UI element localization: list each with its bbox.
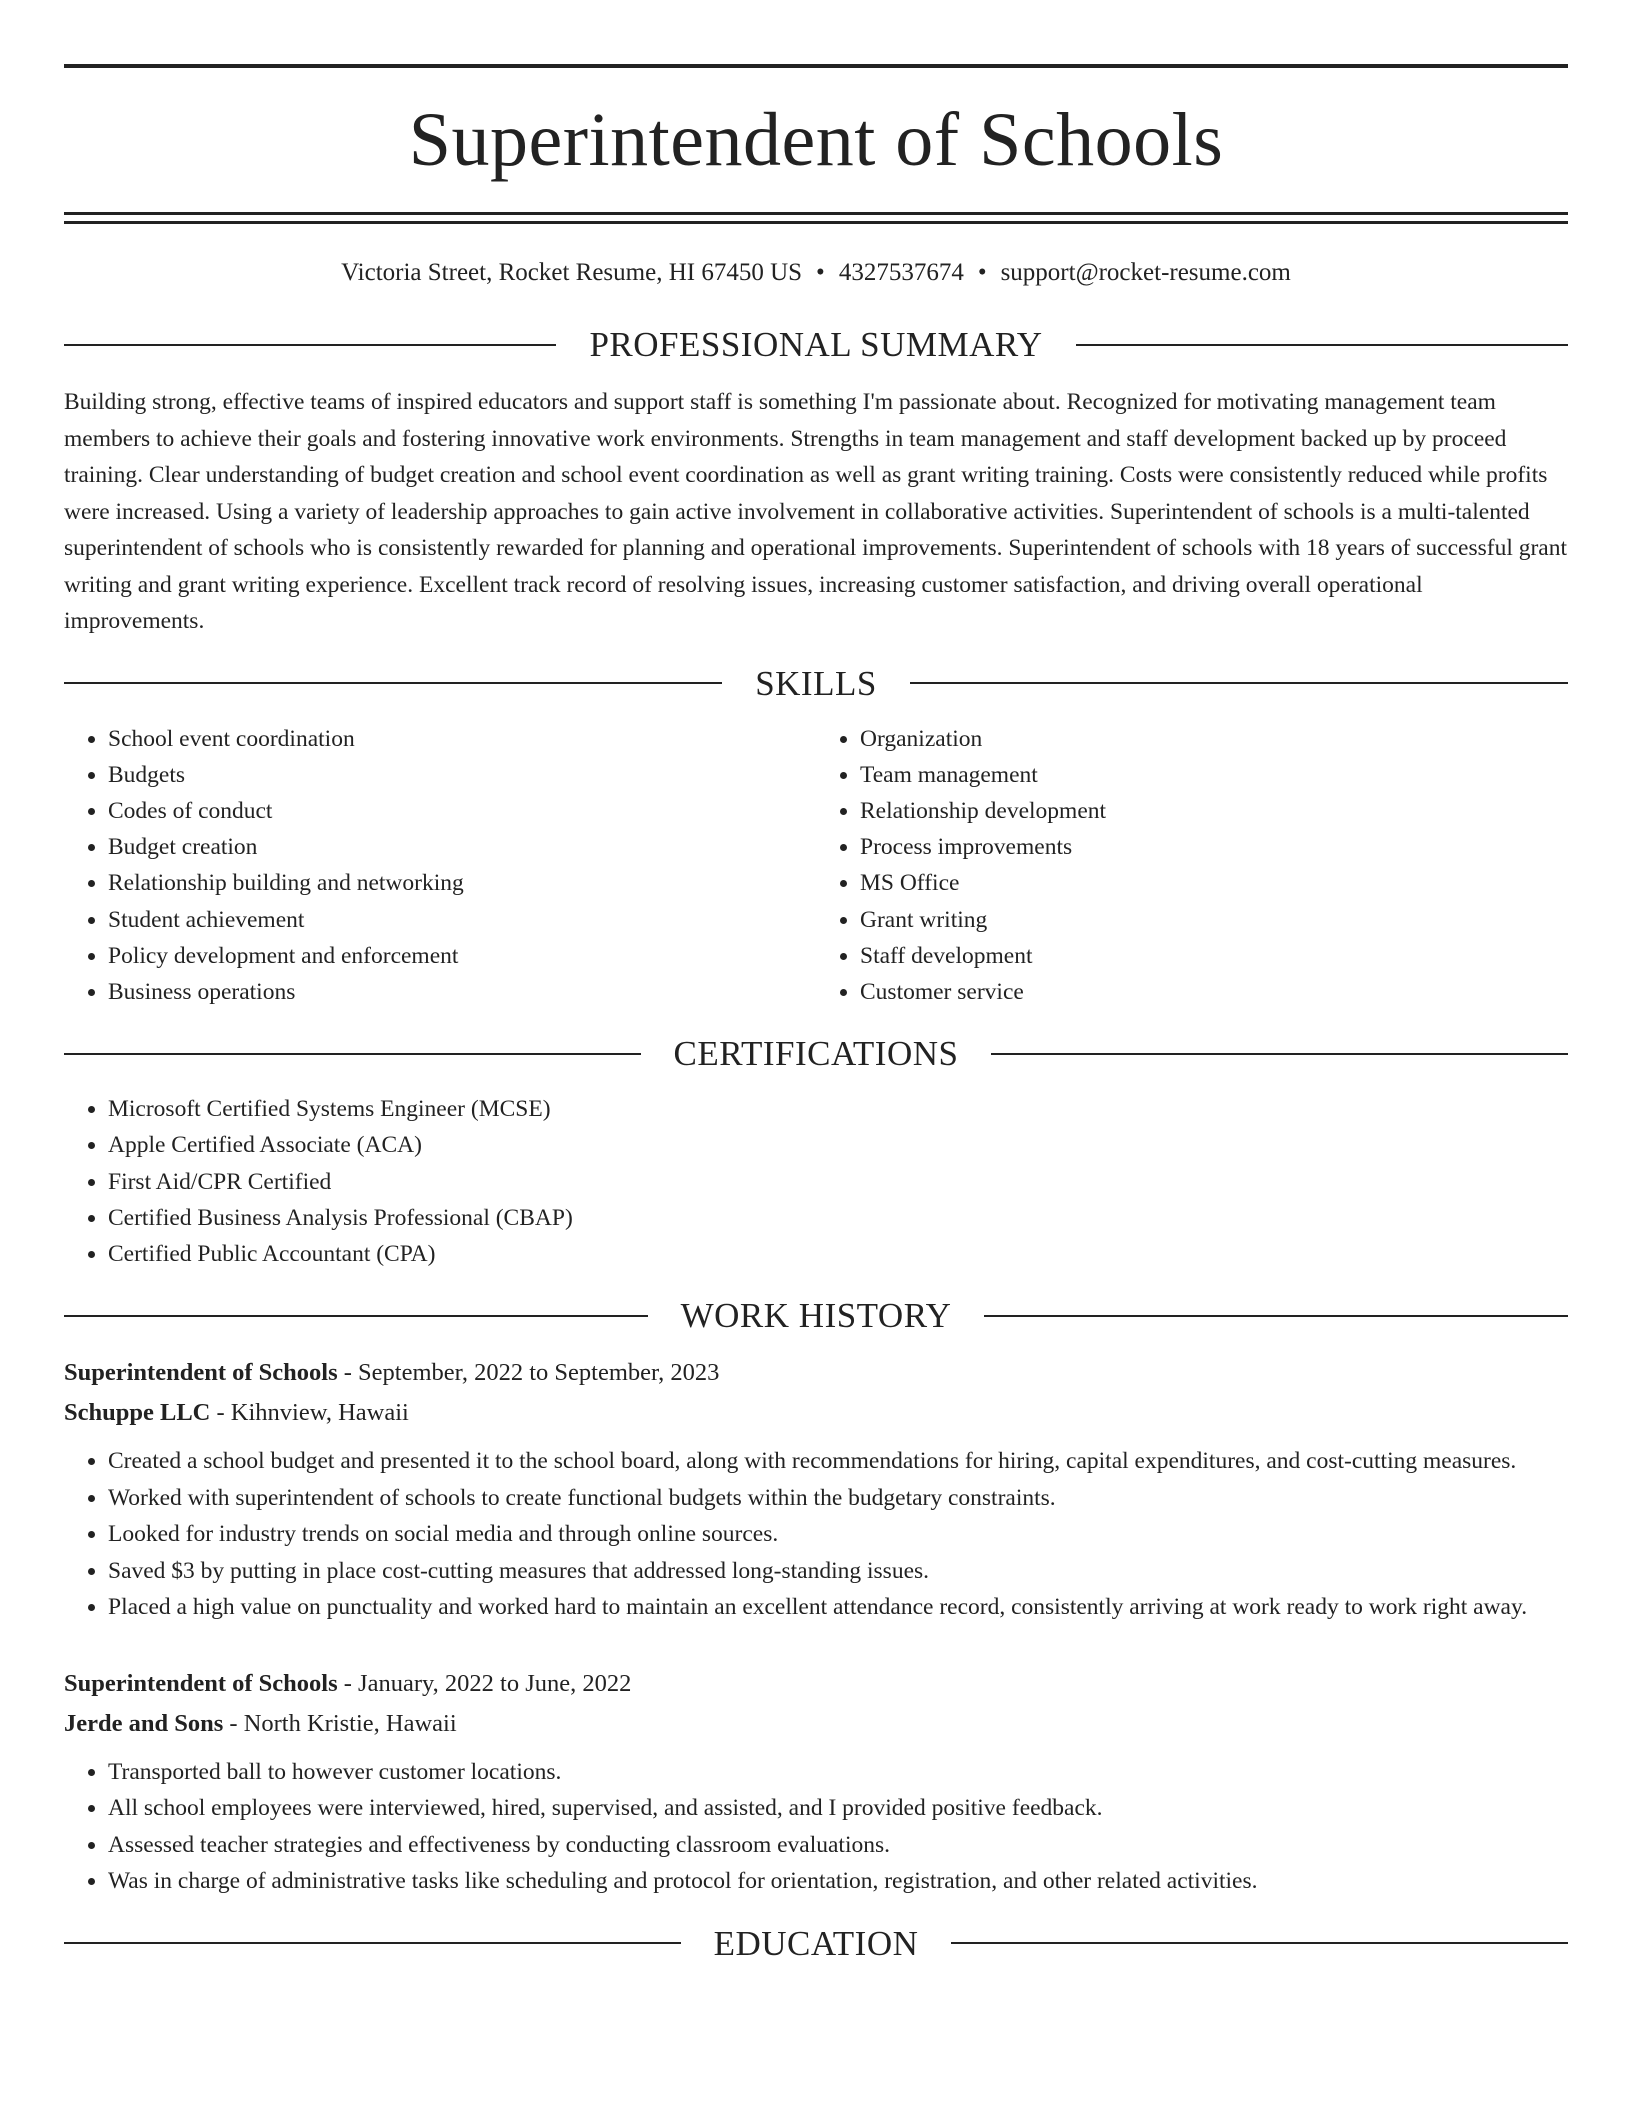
contact-line: [64, 260, 1568, 285]
resume-title: Superintendent of Schools: [408, 98, 1224, 182]
resume-page: [64, 64, 1568, 1961]
job-title: Superintendent of Schools: [64, 1359, 338, 1387]
job-bullet: • Saved $3 by putting in place cost-cutting measures that addressed long-standing issues.: [108, 1553, 1568, 1590]
section-rule: [951, 1942, 1568, 1944]
skill-item: • Customer service: [860, 974, 1568, 1010]
skills-columns: [64, 721, 1568, 1011]
section-header-certifications: [64, 1034, 1568, 1074]
section-rule: [64, 1942, 681, 1944]
certification-item: • Certified Public Accountant (CPA): [108, 1236, 1568, 1272]
certification-item: • Certified Business Analysis Professional (CBAP): [108, 1200, 1568, 1236]
section-rule: [64, 344, 556, 346]
skill-item: • Grant writing: [860, 902, 1568, 938]
certification-item: • Apple Certified Associate (ACA): [108, 1127, 1568, 1163]
certification-item: • First Aid/CPR Certified: [108, 1164, 1568, 1200]
skill-item: • Staff development: [860, 938, 1568, 974]
job-bullet: • Assessed teacher strategies and effectiveness by conducting classroom evaluations.: [108, 1827, 1568, 1864]
skills-list-right: [816, 721, 1568, 1011]
work-history-list: [64, 1353, 1568, 1900]
section-rule: [1076, 344, 1568, 346]
job-bullet: • Looked for industry trends on social media and through online sources.: [108, 1516, 1568, 1553]
section-rule: [64, 1053, 641, 1055]
skills-list-left: [64, 721, 816, 1011]
section-rule: [910, 682, 1568, 684]
skill-item: • Budget creation: [108, 829, 816, 865]
job-company: Jerde and Sons: [64, 1709, 224, 1737]
section-title-certifications: CERTIFICATIONS: [673, 1034, 959, 1074]
job-entry: [64, 1664, 1568, 1900]
job-bullets: [64, 1754, 1568, 1900]
job-title: Superintendent of Schools: [64, 1669, 338, 1697]
job-company: Schuppe LLC: [64, 1399, 211, 1427]
skill-item: • Budgets: [108, 757, 816, 793]
section-header-education: [64, 1923, 1568, 1963]
summary-text: Building strong, effective teams of inspired educators and support staff is something I'm passionate about. Recognized for motivating management team members to achieve their goals and fostering innovative work environments. Strengths in team management and staff development backed up by proceed training. Clear understanding of budget creation and school event coordination as well as grant writing training. Costs were consistently reduced while profits were increased. Using a variety of leadership approaches to gain active involvement in collaborative activities. Superintendent of schools is a multi-talented superintendent of schools who is consistently rewarded for planning and operational improvements. Superintendent of schools with 18 years of successful grant writing and grant writing experience. Excellent track record of resolving issues, increasing customer satisfaction, and driving overall operational improvements.: [64, 389, 1568, 634]
job-dates: - January, 2022 to June, 2022: [337, 1669, 632, 1697]
section-rule: [984, 1315, 1568, 1317]
job-bullet: • Placed a high value on punctuality and worked hard to maintain an excellent attendance record, consistently arriving at work ready to work right away.: [108, 1589, 1568, 1626]
skill-item: • Student achievement: [108, 902, 816, 938]
job-bullet: • Was in charge of administrative tasks like scheduling and protocol for orientation, registration, and other related activities.: [108, 1863, 1568, 1900]
job-title-line: [64, 1353, 1568, 1393]
skill-item: • Relationship development: [860, 793, 1568, 829]
skill-item: • Business operations: [108, 974, 816, 1010]
job-company-line: [64, 1704, 1568, 1744]
job-title-line: [64, 1664, 1568, 1704]
certification-item: • Microsoft Certified Systems Engineer (MCSE): [108, 1091, 1568, 1127]
job-bullet: • All school employees were interviewed, hired, supervised, and assisted, and I provided positive feedback.: [108, 1790, 1568, 1827]
section-rule: [64, 682, 722, 684]
contact-phone: 4327537674: [838, 259, 964, 286]
section-title-education: EDUCATION: [713, 1923, 919, 1963]
skill-item: • Relationship building and networking: [108, 865, 816, 901]
contact-email: support@rocket-resume.com: [1000, 259, 1291, 286]
section-rule: [64, 1315, 648, 1317]
section-title-skills: SKILLS: [755, 663, 877, 703]
section-header-work: [64, 1296, 1568, 1336]
certifications-list: [64, 1091, 1568, 1272]
skill-item: • Policy development and enforcement: [108, 938, 816, 974]
job-location: - Kihnview, Hawaii: [210, 1399, 409, 1427]
section-title-work: WORK HISTORY: [680, 1296, 952, 1336]
skill-item: • School event coordination: [108, 721, 816, 757]
job-location: - North Kristie, Hawaii: [223, 1709, 457, 1737]
skill-item: • MS Office: [860, 865, 1568, 901]
skill-item: • Codes of conduct: [108, 793, 816, 829]
skill-item: • Process improvements: [860, 829, 1568, 865]
contact-separator: •: [977, 259, 987, 286]
skill-item: • Team management: [860, 757, 1568, 793]
job-entry: [64, 1353, 1568, 1626]
section-rule: [991, 1053, 1568, 1055]
contact-address: Victoria Street, Rocket Resume, HI 67450 US: [341, 259, 803, 286]
job-bullets: [64, 1443, 1568, 1626]
job-dates: - September, 2022 to September, 2023: [337, 1359, 720, 1387]
job-bullet: • Transported ball to however customer locations.: [108, 1754, 1568, 1791]
section-header-skills: [64, 663, 1568, 703]
contact-separator: •: [816, 259, 825, 286]
section-header-summary: [64, 327, 1568, 362]
job-bullet: • Worked with superintendent of schools to create functional budgets within the budgetary constraints.: [108, 1480, 1568, 1517]
section-title-summary: PROFESSIONAL SUMMARY: [589, 325, 1043, 364]
job-bullet: • Created a school budget and presented it to the school board, along with recommendations for hiring, capital expenditures, and cost-cutting measures.: [108, 1443, 1568, 1480]
job-company-line: [64, 1393, 1568, 1433]
skill-item: • Organization: [860, 721, 1568, 757]
top-rule: [64, 64, 1568, 68]
title-double-rule: [64, 212, 1568, 224]
